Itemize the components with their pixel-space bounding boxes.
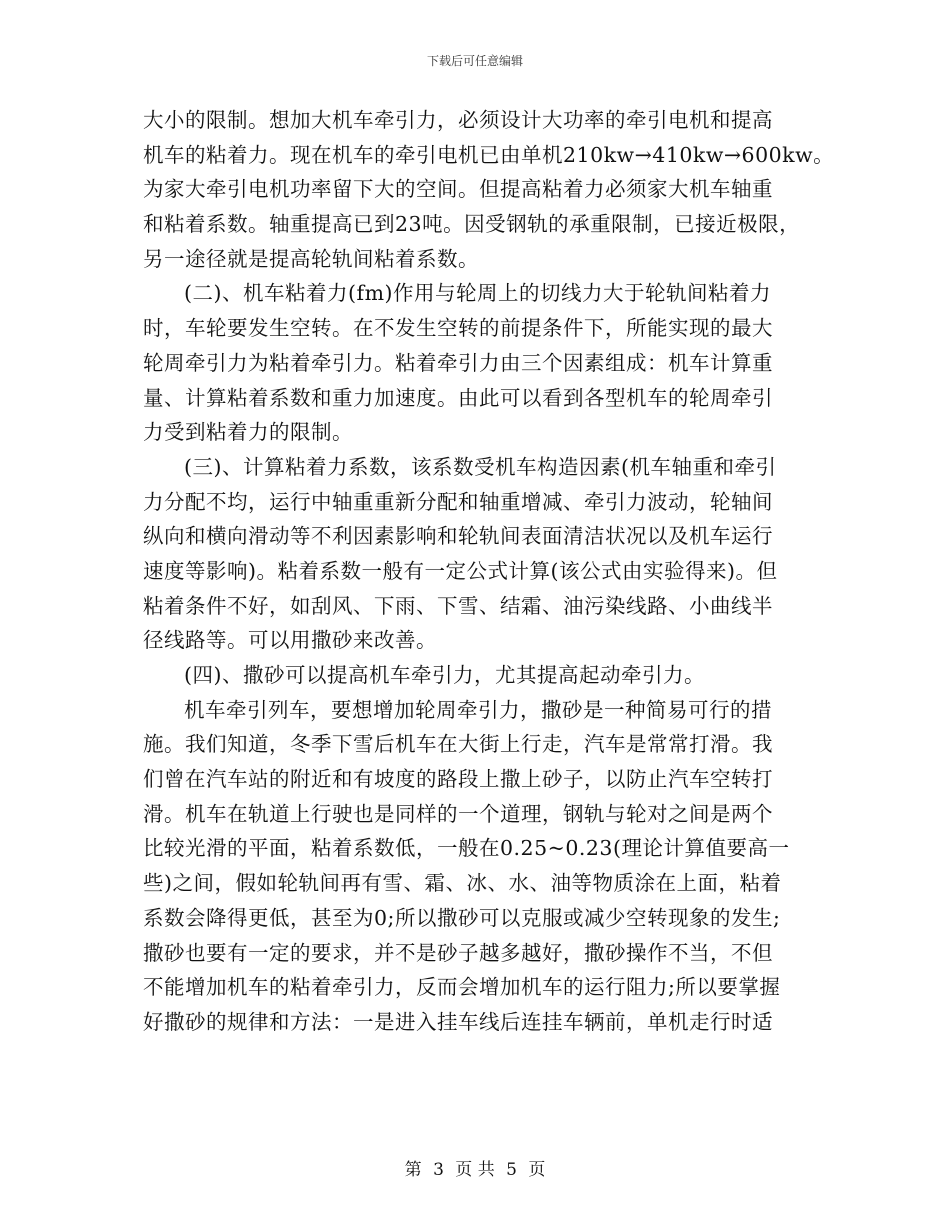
- text-line: 时，车轮要发生空转。在不发生空转的前提条件下，所能实现的最大: [143, 316, 773, 341]
- text-line: 大小的限制。想加大机车牵引力，必须设计大功率的牵引电机和提高: [143, 108, 773, 132]
- document-body: [143, 103, 835, 1040]
- text-line: 滑。机车在轨道上行驶也是同样的一个道理，钢轨与轮对之间是两个: [143, 801, 773, 826]
- text-line: 撒砂也要有一定的要求，并不是砂子越多越好，撒砂操作不当，不但: [143, 940, 773, 965]
- paragraph-start-line: 机车牵引列车，要想增加轮周牵引力，撒砂是一种简易可行的措: [184, 697, 772, 722]
- text-line: 速度等影响)。粘着系数一般有一定公式计算(该公式由实验得来)。但: [143, 558, 778, 583]
- page-header: 下载后可任意编辑: [426, 54, 523, 68]
- text-line: 们曾在汽车站的附近和有坡度的路段上撒上砂子，以防止汽车空转打: [143, 767, 773, 792]
- paragraph-start-line: (二)、机车粘着力(fm)作用与轮周上的切线力大于轮轨间粘着力: [184, 281, 772, 306]
- footer-middle: 页 共: [455, 1160, 495, 1180]
- text-line: 粘着条件不好，如刮风、下雨、下雪、结霜、油污染线路、小曲线半: [143, 593, 773, 618]
- total-page-count: 5: [506, 1160, 517, 1180]
- current-page-number: 3: [433, 1160, 444, 1180]
- text-line: 量、计算粘着系数和重力加速度。由此可以看到各型机车的轮周牵引: [143, 385, 773, 410]
- paragraph-start-line: (三)、计算粘着力系数，该系数受机车构造因素(机车轴重和牵引: [184, 454, 777, 479]
- text-line: 纵向和横向滑动等不利因素影响和轮轨间表面清洁状况以及机车运行: [143, 524, 773, 549]
- text-line: 机车的粘着力。现在机车的牵引电机已由单机210kw→410kw→600kw。: [143, 142, 835, 167]
- text-line: 些)之间，假如轮轨间再有雪、霜、冰、水、油等物质涂在上面，粘着: [143, 871, 782, 896]
- text-line: 和粘着系数。轴重提高已到23吨。因受钢轨的承重限制，已接近极限，: [143, 212, 801, 237]
- text-line: 另一途径就是提高轮轨间粘着系数。: [143, 246, 479, 271]
- text-line: 力受到粘着力的限制。: [143, 420, 353, 445]
- text-line: 为家大牵引电机功率留下大的空间。但提高粘着力必须家大机车轴重: [143, 177, 773, 202]
- footer-suffix: 页: [528, 1160, 546, 1180]
- text-line: 施。我们知道，冬季下雪后机车在大街上行走，汽车是常常打滑。我: [143, 732, 773, 757]
- text-line: 不能增加机车的粘着牵引力，反而会增加机车的运行阻力;所以要掌握: [143, 975, 781, 1000]
- page-footer: [0, 1155, 950, 1180]
- text-line: 轮周牵引力为粘着牵引力。粘着牵引力由三个因素组成：机车计算重: [143, 350, 773, 375]
- paragraph-start-line: (四)、撒砂可以提高机车牵引力，尤其提高起动牵引力。: [184, 663, 705, 687]
- text-line: 系数会降得更低，甚至为0;所以撒砂可以克服或减少空转现象的发生;: [143, 905, 781, 930]
- footer-prefix: 第: [404, 1160, 422, 1180]
- text-line: 比较光滑的平面，粘着系数低，一般在0.25~0.23(理论计算值要高一: [143, 836, 790, 861]
- text-line: 好撒砂的规律和方法：一是进入挂车线后连挂车辆前，单机走行时适: [143, 1009, 773, 1034]
- text-line: 力分配不均，运行中轴重重新分配和轴重增减、牵引力波动，轮轴间: [143, 489, 773, 514]
- text-line: 径线路等。可以用撒砂来改善。: [143, 628, 437, 653]
